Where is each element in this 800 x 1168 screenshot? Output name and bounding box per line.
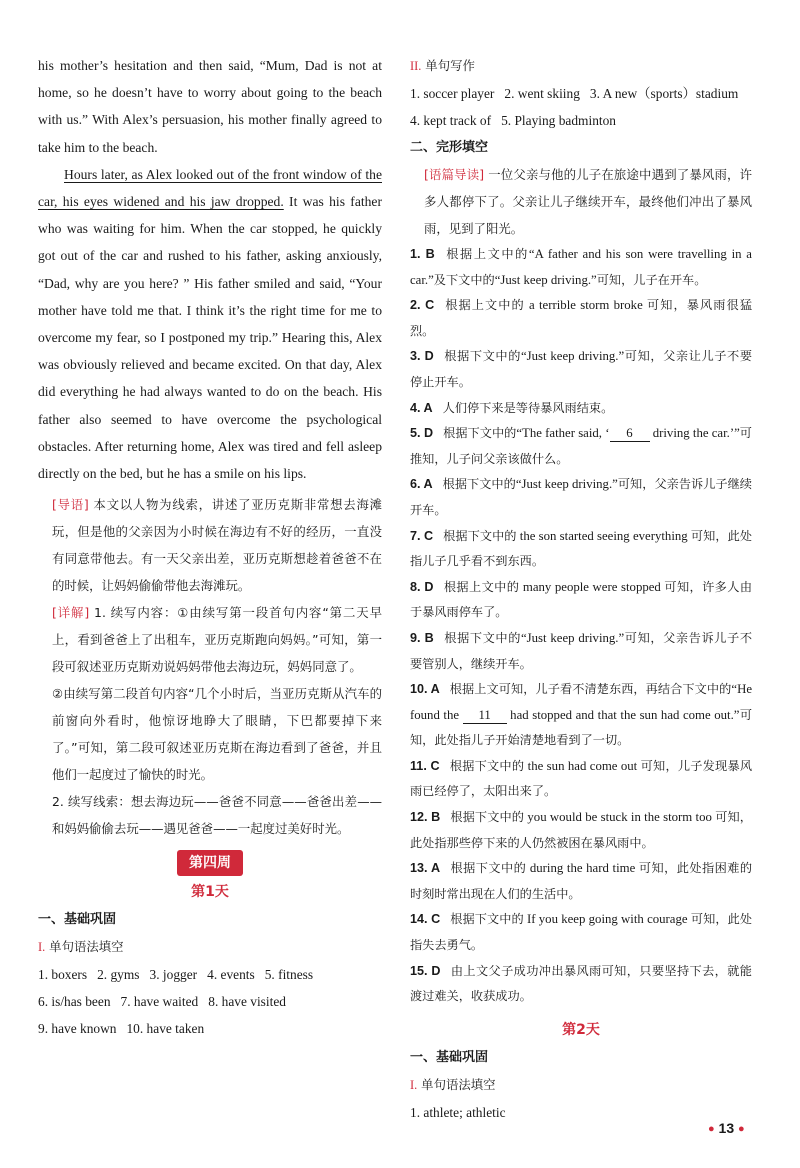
cloze-item-5: 5. D 根据下文中的“The father said, ‘ 6 driving the car.’”可推知，儿子问父亲该做什么。 <box>410 426 752 466</box>
answer-row-1: 1. boxers 2. gyms 3. jogger 4. events 5. fitness <box>38 967 314 983</box>
detail-tag: [详解] <box>52 605 90 621</box>
answer-row-2: 6. is/has been 7. have waited 8. have visited <box>38 994 286 1010</box>
detail-2: ②由续写第二段首句内容“几个小时后，当亚历克斯从汽车的前窗向外看时，他惊讶地睁大了眼睛，下巴都要掉下来了。”可知，第二段可叙述亚历克斯在海边看到了爸爸，并且他们一起度过了愉快的时光。 <box>52 686 382 783</box>
reading-guide: [语篇导读] 一位父亲与他的儿子在旅途中遇到了暴风雨，许多人都停下了。父亲让儿子继续开车，最终他们冲出了暴风雨，见到了阳光。 <box>424 167 752 236</box>
underlined-sentence: Hours later, as Alex looked out of the front window of the car, his eyes widened and his jaw dropped. <box>38 166 382 210</box>
section-basic-1: 一、基础巩固 <box>38 912 117 928</box>
cloze-item-1: 1. B 根据上文中的“A father and his son were travelling in a car.”及下文中的“Just keep driving.”可知，儿子在开车。 <box>410 247 752 287</box>
dot-icon: ● <box>738 1123 745 1135</box>
writing-row-1: 1. soccer player 2. went skiing 3. A new（sports）stadium <box>410 86 739 101</box>
answer-row-3: 9. have known 10. have taken <box>38 1021 205 1037</box>
detail-3: 2. 续写线索：想去海边玩——爸爸不同意——爸爸出差——和妈妈偷偷去玩——遇见爸爸——一起度过美好时光。 <box>52 794 382 837</box>
cloze-item-3: 3. D 根据下文中的“Just keep driving.”可知，父亲让儿子不要停止开车。 <box>410 349 753 389</box>
dot-icon: ● <box>708 1123 715 1135</box>
cloze-item-7: 7. C 根据下文中的 the son started seeing everything 可知，此处指儿子几乎看不到东西。 <box>410 528 753 569</box>
detail-1: 1. 续写内容：①由续写第一段首句内容“第二天早上，看到爸爸上了出租车，亚历克斯跑向妈妈。”可知，第一段可叙述亚历克斯劝说妈妈带他去海边玩，妈妈同意了。 <box>52 605 382 675</box>
cloze-item-14: 14. C 根据下文中的 If you keep going with courage 可知，此处指失去勇气。 <box>410 912 753 953</box>
cloze-item-2: 2. C 根据上文中的 a terrible storm broke 可知，暴风雨很猛烈。 <box>410 298 753 338</box>
answer-athlete: 1. athlete; athletic <box>410 1104 506 1120</box>
guide-text: 本文以人物为线索，讲述了亚历克斯非常想去海滩玩，但是他的父亲因为小时候在海边有不好的经历，一直没有同意带他去。有一天父亲出差，亚历克斯想趁着爸爸不在的时候，让妈妈偷偷带他去海滩玩。 <box>52 497 382 594</box>
detail-section <box>38 599 382 680</box>
reading-tag: [语篇导读] <box>424 167 485 182</box>
passage-paragraph-2 <box>38 161 382 487</box>
guide-section <box>38 491 382 599</box>
cloze-item-15: 15. D 由上文父子成功冲出暴风雨可知，只要坚持下去，就能渡过难关，收获成功。 <box>410 963 752 1004</box>
passage-paragraph-1: his mother’s hesitation and then said, “Mum, Dad is not at home, so he doesn’t have to worry about going to the beach with us.” With Alex’s persuasion, his mother finally agreed to take him to the beach. <box>38 58 382 155</box>
writing-row-2: 4. kept track of 5. Playing badminton <box>410 113 616 128</box>
section-cloze: 二、完形填空 <box>410 140 489 155</box>
cloze-item-8: 8. D 根据上文中的 many people were stopped 可知，许多人由于暴风雨停车了。 <box>410 579 753 620</box>
day-1-title: 第1天 <box>191 884 229 901</box>
left-column <box>38 52 382 1042</box>
cloze-item-6: 6. A 根据下文中的“Just keep driving.”可知，父亲告诉儿子继续开车。 <box>410 477 752 517</box>
sub-sentence-writing: II. 单句写作 <box>410 58 475 73</box>
answer-blank: 11 <box>463 707 507 724</box>
cloze-item-4: 4. A 人们停下来是等待暴风雨结束。 <box>410 400 614 415</box>
page-number: ● 13 ● <box>708 1120 745 1136</box>
cloze-item-12: 12. B 根据下文中的 you would be stuck in the storm too 可知，此处指那些停下来的人仍然被困在暴风雨中。 <box>410 810 752 850</box>
section-basic-2: 一、基础巩固 <box>410 1049 489 1065</box>
sub-grammar-fill-2: I. 单句语法填空 <box>410 1076 496 1092</box>
cloze-item-9: 9. B 根据下文中的“Just keep driving.”可知，父亲告诉儿子不要管别人，继续开车。 <box>410 630 753 671</box>
cloze-item-10: 10. A 根据上文可知，儿子看不清楚东西，再结合下文中的“He found the 11 had stopped and that the sun had come out.”可知，此处指儿子开始清楚地看到了一切。 <box>410 682 753 748</box>
cloze-item-11: 11. C 根据下文中的 the sun had come out 可知，儿子发现暴风雨已经停了，太阳出来了。 <box>410 758 753 799</box>
paragraph-2-rest: It was his father who was waiting for him. When the car stopped, he quickly got out of the car and rushed to his father, asking anxiously, “Dad, why are you here? ” His father smiled and said, “Your mother have told me that. I think it’s the right time for me to overcome my fear, so I postponed my trip.” Hearing this, Alex was obviously relieved and became excited. On that day, Alex did everything he had always wanted to do on the beach. His father also seemed to have overcome the psychological obstacles. After returning home, Alex was tired and fell asleep directly on the bed, but he has a smile on his lips. <box>38 194 382 482</box>
right-column <box>410 52 752 1126</box>
week-badge-wrap <box>38 850 382 876</box>
week-badge: 第四周 <box>177 850 243 876</box>
sub-grammar-fill: I. 单句语法填空 <box>38 939 124 955</box>
answer-blank: 6 <box>610 425 650 442</box>
guide-tag: [导语] <box>52 497 89 513</box>
day-2-title: 第2天 <box>562 1021 600 1038</box>
cloze-item-13: 13. A 根据下文中的 during the hard time 可知，此处指困难的时刻时常出现在人们的生活中。 <box>410 861 753 901</box>
